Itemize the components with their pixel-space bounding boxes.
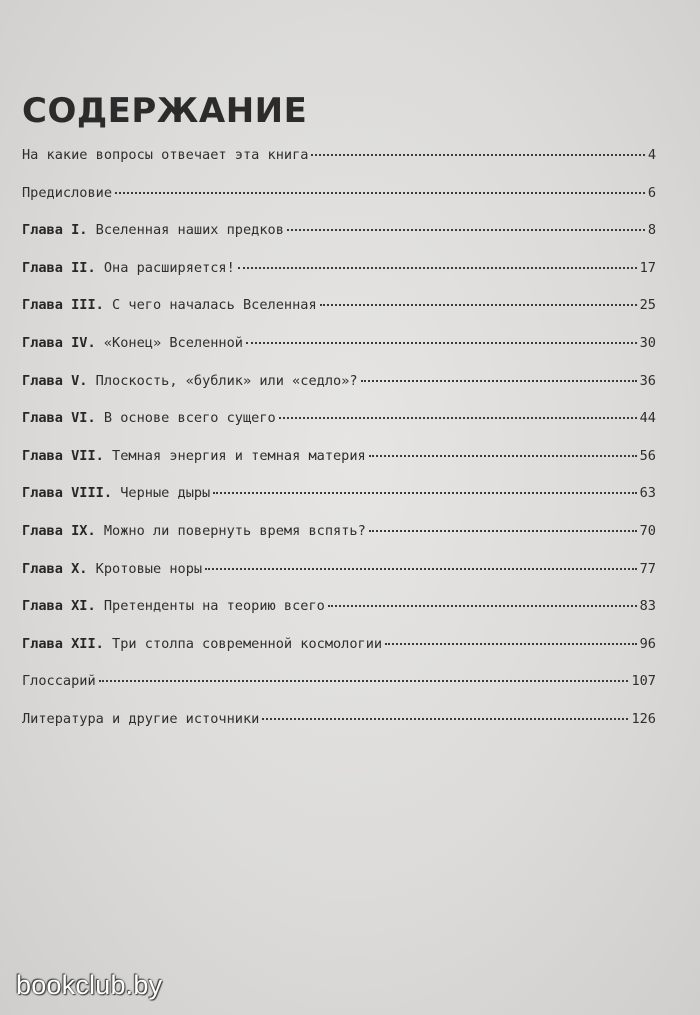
toc-entry[interactable]	[22, 335, 656, 373]
toc-leader-dots	[369, 530, 637, 532]
table-of-contents	[22, 147, 656, 749]
toc-leader-dots	[213, 492, 636, 494]
toc-entry-text	[22, 335, 243, 351]
toc-page-number: 25	[639, 297, 656, 314]
toc-entry[interactable]	[22, 448, 656, 486]
toc-page-number: 17	[639, 259, 656, 276]
toc-leader-dots	[279, 417, 637, 419]
toc-leader-dots	[238, 267, 637, 269]
toc-chapter-label: Глава XII.	[22, 635, 104, 652]
toc-page-number: 126	[631, 710, 656, 727]
toc-entry-text	[22, 485, 210, 501]
toc-entry[interactable]	[22, 636, 656, 674]
toc-entry-title: «Конец» Вселенной	[103, 334, 243, 351]
toc-entry-title: Вселенная наших предков	[95, 222, 284, 239]
toc-entry[interactable]	[22, 523, 656, 561]
toc-entry-title: Черные дыры	[120, 485, 211, 502]
toc-entry[interactable]	[22, 222, 656, 260]
site-watermark: bookclub.by	[16, 970, 163, 1000]
toc-chapter-label: Глава VI.	[22, 410, 96, 427]
toc-leader-dots	[311, 154, 644, 156]
toc-entry[interactable]	[22, 485, 656, 523]
toc-chapter-label: Глава VIII.	[22, 485, 113, 502]
toc-entry[interactable]	[22, 410, 656, 448]
toc-entry-text	[22, 222, 284, 238]
toc-page-number: 96	[639, 635, 656, 652]
toc-entry-text	[22, 373, 358, 389]
toc-entry-text	[22, 711, 259, 727]
toc-entry-text	[22, 297, 317, 313]
toc-entry-title: В основе всего сущего	[103, 410, 276, 427]
toc-entry-text	[22, 448, 366, 464]
toc-entry[interactable]	[22, 185, 656, 223]
toc-chapter-label: Глава XI.	[22, 598, 96, 615]
toc-entry[interactable]	[22, 561, 656, 599]
toc-entry-title: Предисловие	[22, 184, 113, 201]
toc-page-number: 4	[647, 147, 656, 163]
toc-entry-text	[22, 636, 382, 652]
toc-entry-title: Литература и другие источники	[22, 710, 260, 727]
toc-leader-dots	[369, 455, 637, 457]
toc-leader-dots	[287, 229, 645, 231]
toc-leader-dots	[205, 568, 637, 570]
toc-entry-text	[22, 673, 96, 689]
toc-entry[interactable]	[22, 673, 656, 711]
toc-entry-title: С чего началась Вселенная	[112, 297, 317, 314]
toc-page-number: 56	[639, 447, 656, 464]
toc-chapter-label: Глава X.	[22, 560, 88, 577]
toc-entry-title: Темная энергия и темная материя	[112, 447, 366, 464]
toc-page-number: 63	[639, 485, 656, 502]
toc-entry[interactable]	[22, 260, 656, 298]
toc-leader-dots	[328, 605, 637, 607]
toc-chapter-label: Глава IV.	[22, 334, 96, 351]
toc-page-number: 107	[631, 673, 656, 690]
toc-entry-text	[22, 410, 276, 426]
toc-entry-text	[22, 185, 112, 201]
toc-page-number: 6	[647, 184, 656, 201]
toc-chapter-label: Глава V.	[22, 372, 88, 389]
toc-page-number: 36	[639, 372, 656, 389]
page-title: СОДЕРЖАНИЕ	[22, 91, 308, 131]
toc-entry-title: Можно ли повернуть время вспять?	[103, 522, 366, 539]
toc-entry-title: Претенденты на теорию всего	[103, 598, 325, 615]
toc-page-number: 83	[639, 598, 656, 615]
toc-page-number: 70	[639, 522, 656, 539]
toc-entry[interactable]	[22, 147, 656, 185]
toc-leader-dots	[115, 192, 645, 194]
toc-entry-text	[22, 147, 308, 163]
toc-chapter-label: Глава II.	[22, 259, 96, 276]
toc-entry[interactable]	[22, 711, 656, 749]
toc-chapter-label: Глава VII.	[22, 447, 104, 464]
toc-chapter-label: Глава IX.	[22, 522, 96, 539]
toc-leader-dots	[246, 342, 637, 344]
toc-entry-text	[22, 260, 235, 276]
toc-page-number: 44	[639, 410, 656, 427]
toc-entry-title: Она расширяется!	[103, 259, 235, 276]
toc-page-number: 30	[639, 334, 656, 351]
toc-entry-text	[22, 523, 366, 539]
toc-leader-dots	[320, 304, 637, 306]
toc-entry[interactable]	[22, 297, 656, 335]
toc-chapter-label: Глава I.	[22, 222, 88, 239]
toc-page-number: 77	[639, 560, 656, 577]
toc-leader-dots	[361, 380, 637, 382]
toc-entry-title: Три столпа современной космологии	[112, 635, 383, 652]
toc-entry-text	[22, 561, 202, 577]
toc-page-number: 8	[647, 222, 656, 239]
toc-entry[interactable]	[22, 598, 656, 636]
toc-entry-title: Кротовые норы	[95, 560, 203, 577]
toc-leader-dots	[262, 718, 628, 720]
toc-entry-title: Глоссарий	[22, 673, 96, 690]
toc-entry-text	[22, 598, 325, 614]
toc-entry[interactable]	[22, 373, 656, 411]
toc-leader-dots	[99, 680, 629, 682]
toc-entry-title: На какие вопросы отвечает эта книга	[22, 147, 309, 163]
toc-leader-dots	[385, 643, 637, 645]
toc-chapter-label: Глава III.	[22, 297, 104, 314]
toc-entry-title: Плоскость, «бублик» или «седло»?	[95, 372, 358, 389]
